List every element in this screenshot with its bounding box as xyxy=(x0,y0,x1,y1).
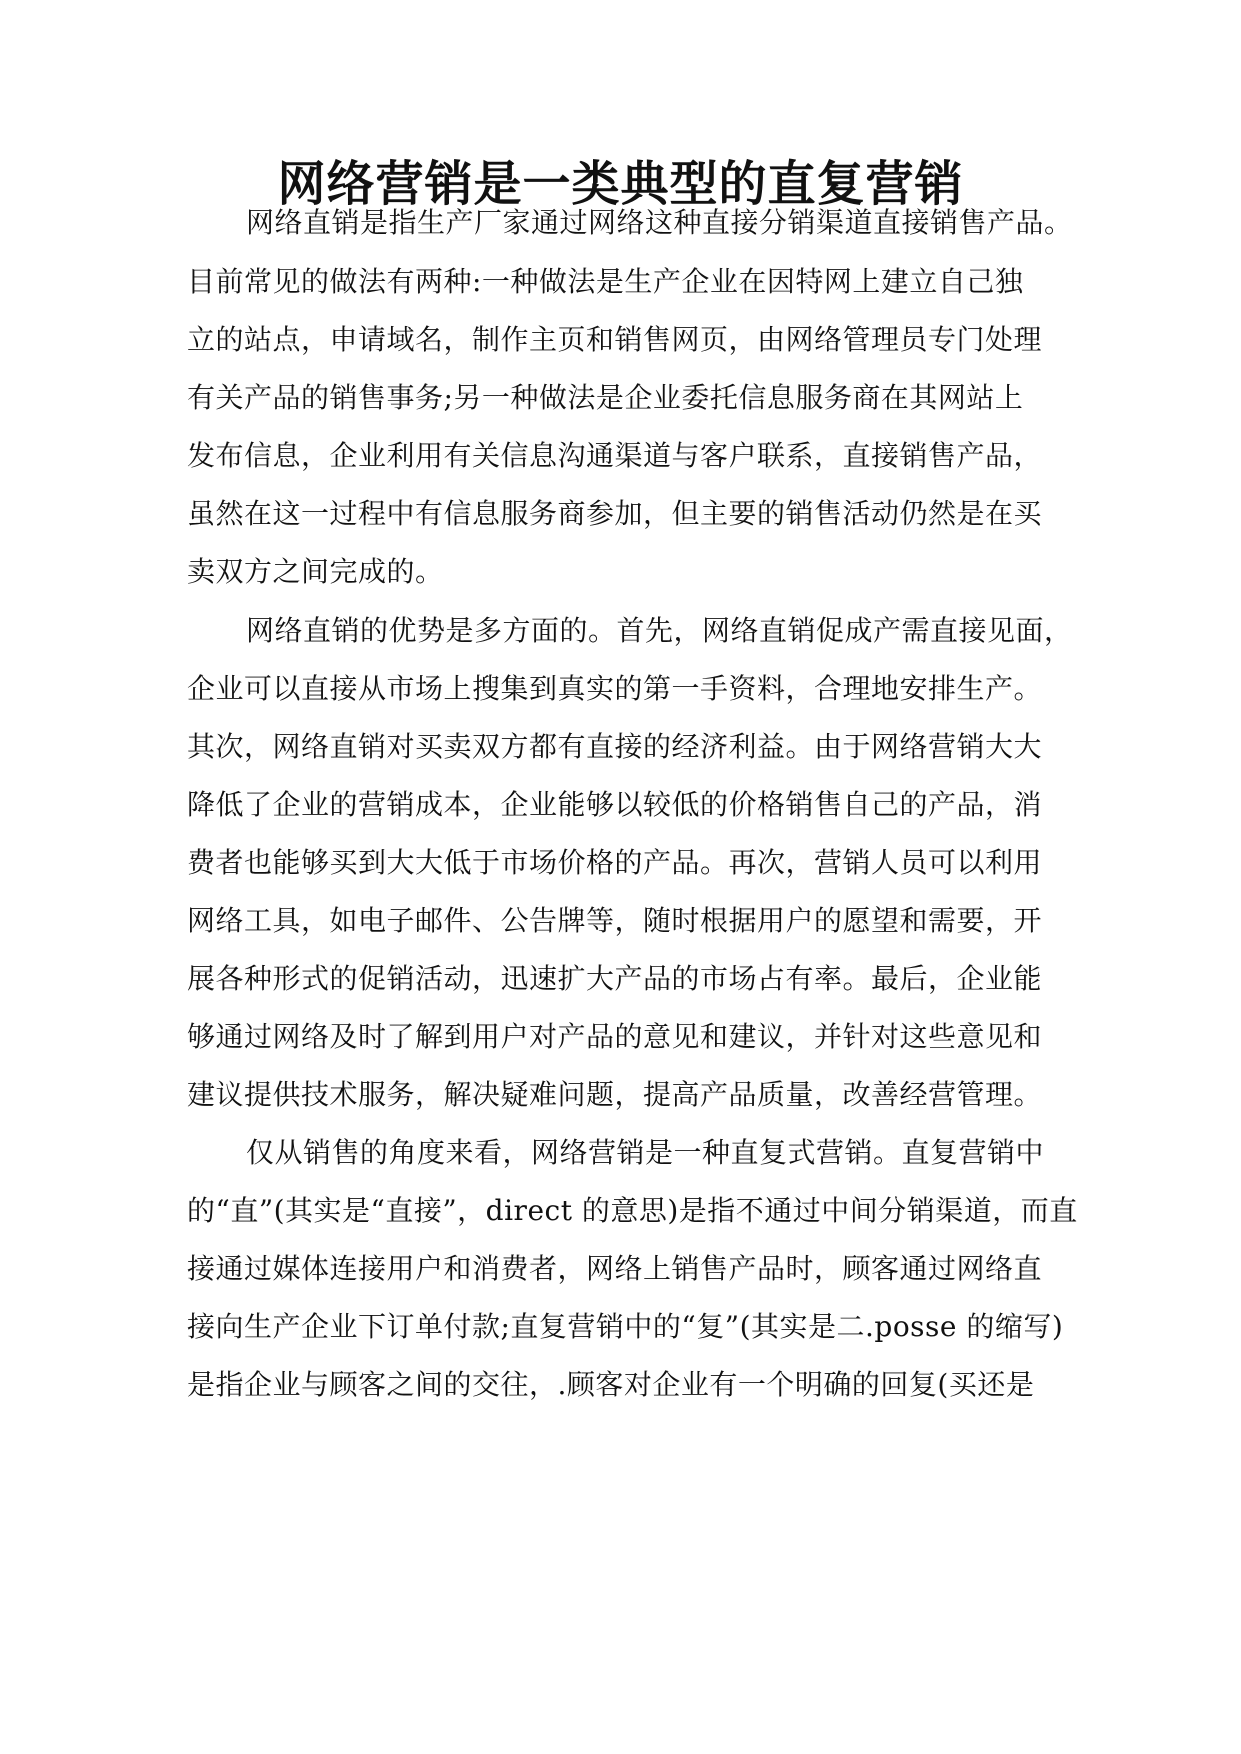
paragraph-3-line-2: 的“直”(其实是“直接”，direct 的意思)是指不通过中间分销渠道，而直 xyxy=(187,1194,1078,1227)
paragraph-2-line-3: 其次，网络直销对买卖双方都有直接的经济利益。由于网络营销大大 xyxy=(187,730,1043,763)
paragraph-1-line-2: 目前常见的做法有两种:一种做法是生产企业在因特网上建立自己独 xyxy=(187,265,1024,298)
paragraph-1-line-3: 立的站点，申请域名，制作主页和销售网页，由网络管理员专门处理 xyxy=(187,323,1043,356)
paragraph-2-line-4: 降低了企业的营销成本，企业能够以较低的价格销售自己的产品，消 xyxy=(187,788,1043,821)
paragraph-1-line-4: 有关产品的销售事务;另一种做法是企业委托信息服务商在其网站上 xyxy=(187,381,1024,414)
paragraph-1-line-5: 发布信息，企业利用有关信息沟通渠道与客户联系，直接销售产品， xyxy=(187,439,1043,472)
paragraph-2-line-1: 网络直销的优势是多方面的。首先，网络直销促成产需直接见面， xyxy=(246,614,1073,647)
paragraph-3-line-1: 仅从销售的角度来看，网络营销是一种直复式营销。直复营销中 xyxy=(246,1136,1045,1169)
paragraph-2-line-5: 费者也能够买到大大低于市场价格的产品。再次，营销人员可以利用 xyxy=(187,846,1043,879)
paragraph-1-line-7: 卖双方之间完成的。 xyxy=(187,555,444,588)
paragraph-3-line-5: 是指企业与顾客之间的交往，.顾客对企业有一个明确的回复(买还是 xyxy=(187,1368,1035,1401)
paragraph-2-line-9: 建议提供技术服务，解决疑难问题，提高产品质量，改善经营管理。 xyxy=(187,1078,1043,1111)
paragraph-3-line-4: 接向生产企业下订单付款;直复营销中的“复”(其实是二.posse 的缩写) xyxy=(187,1310,1064,1343)
paragraph-2-line-6: 网络工具，如电子邮件、公告牌等，随时根据用户的愿望和需要，开 xyxy=(187,904,1043,937)
paragraph-2-line-8: 够通过网络及时了解到用户对产品的意见和建议，并针对这些意见和 xyxy=(187,1020,1043,1053)
paragraph-2-line-2: 企业可以直接从市场上搜集到真实的第一手资料，合理地安排生产。 xyxy=(187,672,1043,705)
document-title: 网络营销是一类典型的直复营销 xyxy=(277,156,964,212)
paragraph-1-line-1: 网络直销是指生产厂家通过网络这种直接分销渠道直接销售产品。 xyxy=(246,206,1073,239)
paragraph-2-line-7: 展各种形式的促销活动，迅速扩大产品的市场占有率。最后，企业能 xyxy=(187,962,1043,995)
paragraph-1-line-6: 虽然在这一过程中有信息服务商参加，但主要的销售活动仍然是在买 xyxy=(187,497,1043,530)
paragraph-3-line-3: 接通过媒体连接用户和消费者，网络上销售产品时，顾客通过网络直 xyxy=(187,1252,1043,1285)
